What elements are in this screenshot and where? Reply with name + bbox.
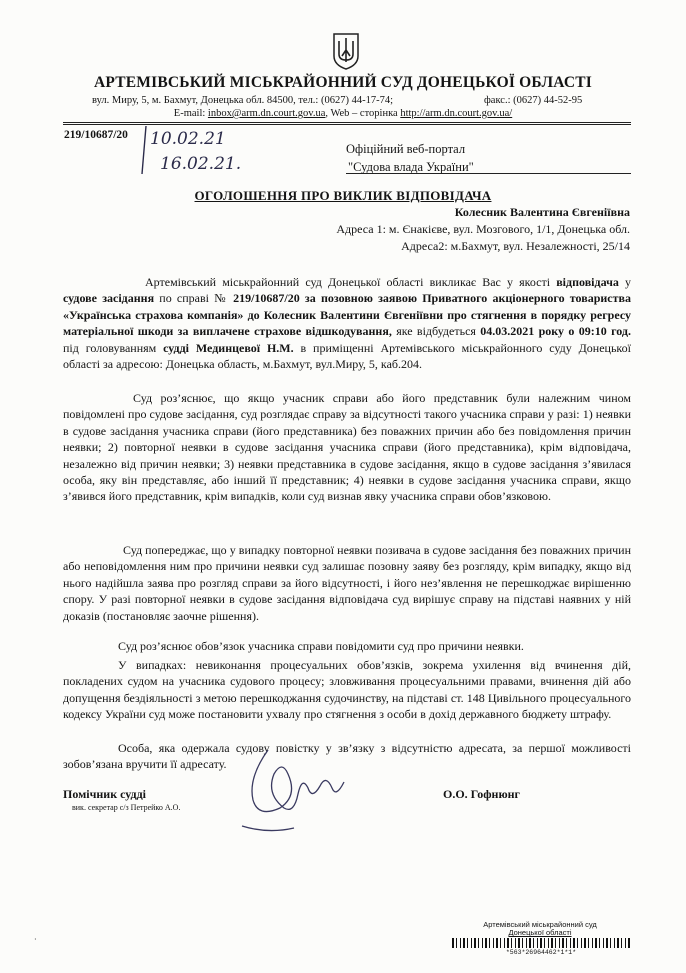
barcode-number: *563*26964462*1*1* <box>505 949 577 956</box>
handwritten-date-1: 10.02.21 <box>150 129 226 149</box>
handwritten-date-2: 16.02.21. <box>160 154 242 174</box>
web-label: , Web – сторінка <box>325 108 398 119</box>
body-paragraph-5: У випадках: невиконання процесуальних обов’язків, зокрема ухилення від вчинення дій, покладених судом на учасника судового процесу; зловживання процесуальними правами, вчинення дій або допущення бездіяльності з метою перешкоджання судочинству, на підставі ст. 148 Цивільного процесуального кодексу України суд може постановити ухвалу про стягнення з особи в дохід державного бюджету штрафу. <box>63 658 631 722</box>
web-link[interactable]: http://arm.dn.court.gov.ua/ <box>400 108 513 119</box>
executor-note: вик. секретар с/з Петрейко А.О. <box>72 803 181 812</box>
court-address: вул. Миру, 5, м. Бахмут, Донецька обл. 84500, тел.: (0627) 44-17-74; <box>92 95 394 106</box>
respondent-address-1: Адреса 1: м. Єнакієве, вул. Мозгового, 1/1, Донецька обл. <box>336 222 630 236</box>
email-label: E-mail: <box>173 108 206 119</box>
barcode-icon <box>452 938 630 948</box>
body-paragraph-2: Суд роз’яснює, що якщо учасник справи або його представник були належним чином повідомлені про судове засідання, суд розглядає справу за відсутності такого учасника справи у разі: 1) неявки в судове засідання учасника справи (його представника) без поважних причин або без повідомлення причин неявки; 2) повторної неявки в судове засідання учасника справи (його представника), крім відповідача, незалежно від причин неявки; 3) неявки представника в судове засідання, якщо в судове засідання з’явилася особа, яку він представляє, або інший її представник; 4) неявки в судове засідання учасника справи, якщо з’явився його представник, крім випадків, коли суд визнав явку учасника справи обов’язковою. <box>63 391 631 504</box>
footer-court-line-2: Донецької області <box>508 928 572 937</box>
body-paragraph-3: Суд попереджає, що у випадку повторної неявки позивача в судове засідання без поважних причин або неповідомлення ним про причини неявки суд залишає позовну заяву без розгляду, крім випадку, якщо від нього надійшла заява про розгляд справи за його відсутності, і його нез’явлення не перешкоджає вирішенню спору. У разі повторної неявки в судове засідання відповідача суд вирішує справу на підставі наявних у ній доказів (постановляє заочне рішення). <box>63 543 631 623</box>
court-fax: факс.: (0627) 44-52-95 <box>484 95 583 106</box>
court-name: АРТЕМІВСЬКИЙ МІСЬКРАЙОННИЙ СУД ДОНЕЦЬКОЇ ОБЛАСТІ <box>93 74 593 91</box>
recipient-line-1: Офіційний веб-портал <box>346 142 466 156</box>
trident-emblem-icon <box>331 32 361 70</box>
footer-court-stamp <box>450 921 630 937</box>
scan-mark: · <box>34 935 37 944</box>
respondent-name: Колесник Валентина Євгеніївна <box>454 205 630 219</box>
header-divider <box>63 122 631 123</box>
signer-name: О.О. Гофнюнг <box>443 787 520 801</box>
signer-role: Помічник судді <box>63 787 147 801</box>
body-paragraph-4: Суд роз’яснює обов’язок учасника справи повідомити суд про причини неявки. <box>118 639 524 653</box>
handwritten-signature-icon <box>228 738 358 838</box>
recipient-line-2: "Судова влада України" <box>348 160 474 174</box>
recipient-underline <box>346 173 631 174</box>
case-number: 219/10687/20 <box>64 129 128 141</box>
respondent-address-2: Адреса2: м.Бахмут, вул. Незалежності, 25/14 <box>401 239 630 253</box>
email-link[interactable]: inbox@arm.dn.court.gov.ua <box>207 108 326 119</box>
body-paragraph-6: Особа, яка одержала судову повістку у зв’язку з відсутністю адресата, за першої можливості зобов’язана вручити її адресату. <box>63 741 631 772</box>
recipient-block <box>346 140 474 176</box>
footer-court-line-1: Артемівський міськрайонний суд <box>483 920 597 929</box>
handwritten-dates <box>138 124 283 176</box>
court-contacts <box>0 108 686 119</box>
announcement-title: ОГОЛОШЕННЯ ПРО ВИКЛИК ВІДПОВІДАЧА <box>194 188 492 203</box>
body-paragraph-1: Артемівський міськрайонний суд Донецької області викликає Вас у якості відповідача у судове засідання по справі № 219/10687/20 за позовною заявою Приватного акціонерного товариства «Українська страхова компанія» до Колесник Валентини Євгеніївни про стягнення в порядку регресу матеріальної шкоди за виплачене страхове відшкодування, яке відбудеться 04.03.2021 року о 09:10 год. під головуванням судді Мединцевої Н.М. в приміщенні Артемівського міськрайонного суду Донецької області за адресою: Донецька область, м.Бахмут, вул.Миру, 5, каб.204. <box>63 275 632 372</box>
